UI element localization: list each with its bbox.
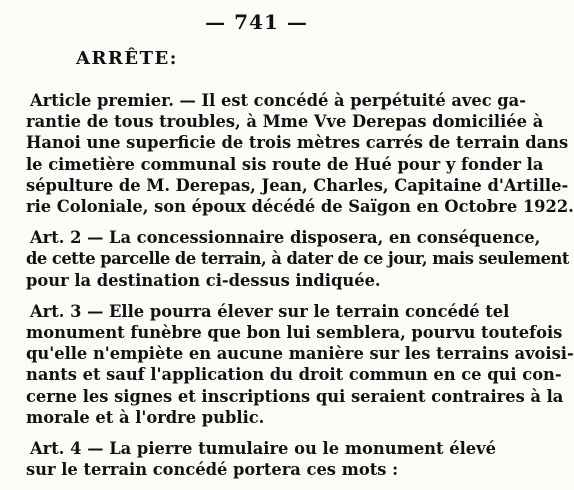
article-3 <box>26 301 574 428</box>
article-1 <box>26 90 574 217</box>
text-line: morale et à l'ordre public. <box>26 407 265 427</box>
text-line: Art. 3 — Elle pourra élever sur le terrain concédé tel <box>30 301 510 321</box>
text-line: Article premier. — Il est concédé à perpétuité avec ga- <box>30 91 526 110</box>
text-line: pour la destination ci-dessus indiquée. <box>26 270 381 290</box>
text-line: de cette parcelle de terrain, à dater de ce jour, mais seulement <box>26 249 569 269</box>
text-line: monument funèbre que bon lui semblera, pourvu toutefois <box>26 323 563 343</box>
text-line: Art. 4 — La pierre tumulaire ou le monument élevé <box>30 439 496 459</box>
text-line: cerne les signes et inscriptions qui seraient contraires à la <box>26 386 564 406</box>
article-2 <box>26 227 569 291</box>
text-line: sur le terrain concédé portera ces mots : <box>26 460 399 480</box>
document-body <box>26 90 574 490</box>
text-line: Art. 2 — La concessionnaire disposera, en conséquence, <box>30 228 541 248</box>
text-line: sépulture de M. Derepas, Jean, Charles, Capitaine d'Artille- <box>26 175 569 195</box>
article-4 <box>26 438 496 480</box>
text-line: qu'elle n'empiète en aucune manière sur les terrains avoisi- <box>26 344 574 364</box>
text-line: rie Coloniale, son époux décédé de Saïgon en Octobre 1922. <box>26 197 574 217</box>
text-line: rantie de tous troubles, à Mme Vve Derepas domiciliée à <box>26 112 544 132</box>
page-number: — 741 — <box>205 10 308 34</box>
text-line: Hanoi une superficie de trois mètres carrés de terrain dans <box>26 133 569 153</box>
text-line: le cimetière communal sis route de Hué pour y fonder la <box>26 154 544 174</box>
text-line: nants et sauf l'application du droit commun en ce qui con- <box>26 365 562 385</box>
section-heading: ARRÊTE: <box>76 48 178 69</box>
